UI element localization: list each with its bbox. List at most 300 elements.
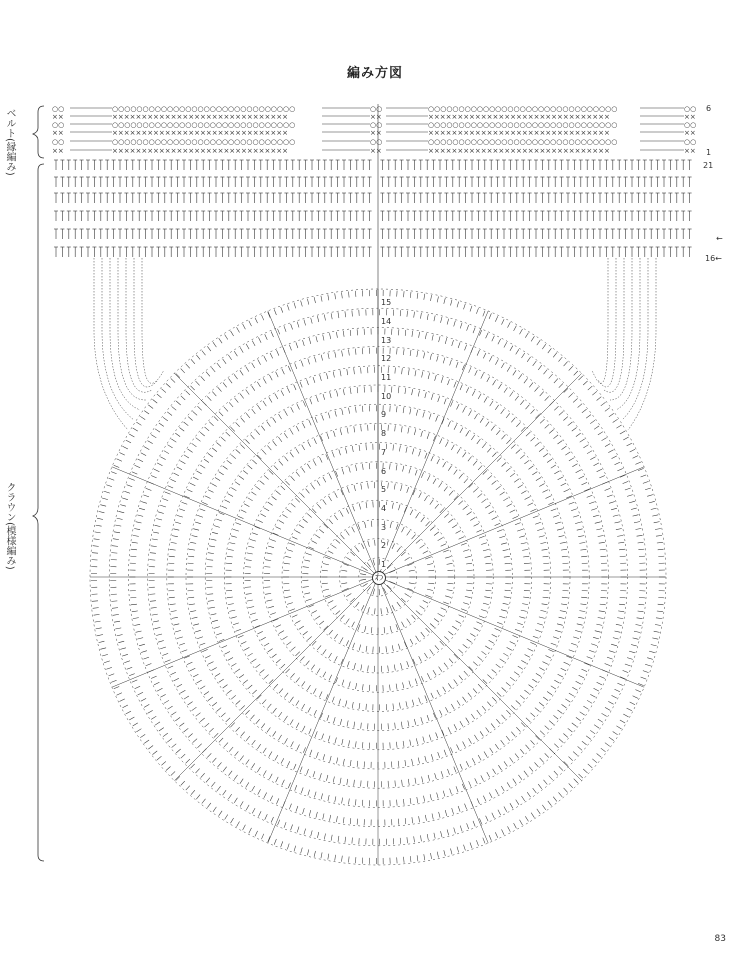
radial-stitch	[518, 666, 523, 669]
radial-stitch	[513, 516, 519, 518]
radial-stitch	[160, 647, 166, 649]
radial-stitch	[306, 489, 310, 494]
radial-stitch	[336, 540, 341, 544]
radial-stitch	[467, 639, 472, 642]
radial-stitch	[425, 696, 427, 702]
radial-stitch	[150, 553, 156, 554]
radial-stitch	[196, 381, 200, 385]
radial-stitch	[134, 624, 140, 625]
radial-stitch	[625, 664, 631, 666]
radial-stitch	[445, 442, 448, 447]
ring-number: 7	[381, 447, 387, 457]
radial-stitch	[270, 796, 273, 801]
radial-stitch	[558, 441, 563, 445]
radial-stitch	[548, 348, 552, 353]
radial-stitch	[506, 682, 511, 686]
radial-stitch	[278, 712, 282, 717]
radial-stitch	[303, 401, 305, 407]
radial-stitch	[631, 645, 637, 647]
radial-stitch	[492, 481, 497, 485]
radial-stitch	[155, 525, 161, 526]
radial-stitch	[572, 723, 577, 727]
radial-stitch	[412, 449, 414, 455]
radial-stitch	[538, 365, 542, 370]
radial-stitch	[302, 681, 305, 686]
radial-stitch	[608, 450, 613, 453]
radial-stitch	[247, 600, 253, 601]
ring-number: 10	[381, 391, 392, 401]
radial-stitch	[484, 556, 490, 557]
radial-stitch	[172, 744, 177, 748]
radial-stitch	[117, 459, 122, 462]
radial-stitch	[249, 321, 252, 326]
radial-stitch	[309, 605, 315, 607]
radial-stitch	[444, 850, 446, 856]
radial-stitch	[227, 460, 232, 464]
radial-stitch	[520, 400, 524, 405]
radial-stitch	[154, 469, 159, 472]
radial-stitch	[170, 604, 176, 605]
radial-stitch	[146, 488, 152, 490]
radial-stitch	[454, 424, 457, 429]
radial-stitch	[271, 332, 273, 338]
radial-stitch	[613, 638, 619, 640]
radial-stitch	[214, 526, 220, 528]
radial-stitch	[223, 767, 227, 772]
radial-stitch	[205, 723, 210, 727]
radial-stitch	[410, 740, 411, 746]
radial-stitch	[524, 690, 529, 694]
radial-stitch	[408, 779, 409, 785]
radial-stitch	[231, 695, 236, 699]
page-number: 83	[714, 934, 726, 944]
radial-stitch	[307, 379, 309, 385]
radial-stitch	[156, 519, 162, 521]
radial-stitch	[323, 649, 327, 654]
radial-stitch	[457, 302, 459, 308]
radial-stitch	[438, 538, 443, 541]
radial-stitch	[261, 834, 263, 839]
radial-stitch	[463, 697, 467, 702]
radial-stitch	[246, 782, 249, 787]
radial-stitch	[263, 378, 266, 383]
radial-stitch	[214, 733, 218, 737]
radial-stitch	[589, 650, 595, 652]
radial-stitch	[291, 324, 293, 330]
radial-stitch	[540, 419, 544, 423]
radial-stitch	[94, 614, 100, 615]
radial-stitch	[342, 469, 344, 475]
radial-stitch	[403, 741, 404, 747]
ring-number: 11	[381, 373, 392, 382]
radial-stitch	[193, 674, 198, 677]
radial-stitch	[533, 516, 539, 518]
radial-stitch	[518, 374, 522, 379]
radial-stitch	[513, 635, 519, 637]
radial-stitch	[536, 478, 541, 481]
radial-stitch	[354, 368, 355, 374]
radial-stitch	[284, 716, 287, 721]
radial-stitch	[316, 396, 318, 402]
radial-stitch	[484, 597, 490, 598]
radial-stitch	[503, 603, 509, 604]
radial-stitch	[605, 444, 610, 447]
radial-stitch	[387, 565, 391, 569]
radial-stitch	[217, 786, 221, 791]
radial-stitch	[164, 451, 169, 454]
radial-stitch	[617, 618, 623, 619]
radial-stitch	[444, 750, 446, 756]
radial-stitch	[437, 793, 439, 799]
radial-stitch	[337, 391, 338, 397]
radial-stitch	[497, 530, 503, 532]
radial-stitch	[522, 796, 525, 801]
radial-stitch	[363, 567, 368, 570]
radial-stitch	[349, 467, 351, 473]
radial-stitch	[409, 570, 415, 571]
radial-stitch	[303, 631, 308, 635]
increase-spoke	[378, 311, 488, 577]
radial-stitch	[169, 556, 175, 557]
radial-stitch	[123, 705, 128, 708]
radial-stitch	[229, 747, 233, 752]
increase-spoke	[378, 577, 582, 781]
radial-stitch	[443, 462, 446, 467]
radial-stitch	[301, 301, 303, 307]
radial-stitch	[459, 675, 463, 680]
radial-stitch	[533, 361, 537, 366]
stitch-marks: ○○○○○○○○○○○○○○○○○○○○○○○○○○○○○○	[112, 138, 296, 146]
radial-stitch	[387, 607, 389, 613]
radial-stitch	[651, 645, 657, 646]
radial-stitch	[524, 590, 530, 591]
radial-stitch	[525, 333, 528, 338]
radial-stitch	[200, 509, 206, 511]
radial-stitch	[195, 630, 201, 632]
radial-stitch	[263, 748, 266, 753]
ring-number: 1	[381, 560, 387, 569]
radial-stitch	[212, 392, 216, 397]
radial-stitch	[323, 814, 324, 820]
radial-stitch	[265, 334, 268, 340]
radial-stitch	[516, 701, 521, 705]
radial-stitch	[412, 759, 413, 765]
radial-stitch	[165, 492, 171, 494]
radial-stitch	[539, 702, 544, 706]
radial-stitch	[511, 444, 515, 448]
radial-stitch	[353, 506, 355, 512]
radial-stitch	[202, 351, 206, 356]
radial-stitch	[196, 713, 201, 717]
radial-stitch	[136, 522, 142, 523]
radial-stitch	[113, 539, 119, 540]
radial-stitch	[240, 394, 244, 399]
radial-stitch	[576, 470, 581, 473]
radial-stitch	[529, 685, 534, 689]
radial-stitch	[166, 767, 171, 771]
radial-stitch	[440, 439, 443, 444]
radial-stitch	[297, 322, 299, 328]
radial-stitch	[467, 823, 469, 829]
radial-stitch	[554, 379, 558, 384]
radial-stitch	[359, 445, 360, 451]
radial-stitch	[153, 399, 158, 403]
radial-stitch	[448, 727, 451, 732]
radial-stitch	[257, 631, 262, 634]
radial-stitch	[311, 318, 313, 324]
radial-stitch	[478, 394, 481, 399]
radial-stitch	[308, 707, 311, 712]
belt-row	[52, 138, 696, 146]
radial-stitch	[574, 779, 578, 783]
radial-stitch	[525, 816, 528, 821]
radial-stitch	[346, 530, 350, 535]
radial-stitch	[329, 630, 333, 635]
radial-stitch	[427, 433, 429, 439]
radial-stitch	[389, 570, 395, 572]
radial-stitch	[478, 684, 482, 688]
radial-stitch	[454, 767, 456, 773]
radial-stitch	[375, 540, 376, 546]
radial-stitch	[335, 293, 336, 299]
radial-stitch	[461, 609, 467, 611]
radial-stitch	[421, 835, 422, 841]
radial-stitch	[575, 630, 581, 632]
radial-stitch	[119, 699, 124, 702]
radial-stitch	[202, 502, 208, 504]
radial-stitch	[139, 508, 145, 510]
radial-stitch	[252, 363, 255, 368]
radial-stitch	[349, 350, 350, 356]
radial-stitch	[602, 438, 607, 441]
radial-stitch	[558, 674, 563, 677]
radial-stitch	[371, 627, 372, 633]
radial-stitch	[576, 433, 581, 437]
radial-stitch	[190, 668, 195, 671]
radial-stitch	[502, 463, 507, 467]
radial-stitch	[328, 413, 330, 419]
radial-stitch	[474, 628, 479, 631]
radial-stitch	[231, 663, 236, 666]
radial-stitch	[421, 676, 423, 682]
radial-stitch	[192, 443, 197, 447]
radial-stitch	[231, 723, 235, 727]
radial-stitch	[524, 563, 530, 564]
radial-stitch	[492, 517, 497, 520]
radial-stitch	[572, 687, 577, 690]
radial-stitch	[617, 683, 622, 685]
radial-stitch	[551, 643, 557, 645]
radial-stitch	[331, 545, 336, 549]
radial-stitch	[180, 690, 185, 693]
radial-stitch	[421, 717, 423, 723]
radial-stitch	[264, 643, 269, 646]
radial-stitch	[424, 352, 425, 358]
radial-stitch	[281, 758, 284, 763]
radial-stitch	[587, 495, 593, 497]
radial-stitch	[223, 466, 228, 470]
radial-stitch	[618, 542, 624, 543]
radial-stitch	[159, 423, 164, 426]
radial-stitch	[522, 549, 528, 550]
radial-stitch	[540, 758, 544, 763]
crown-straight-row	[54, 229, 692, 239]
radial-stitch	[347, 369, 348, 375]
radial-stitch	[414, 429, 416, 435]
radial-stitch	[233, 529, 239, 531]
radial-stitch	[177, 637, 183, 639]
radial-stitch	[404, 507, 406, 513]
radial-stitch	[445, 596, 451, 598]
radial-stitch	[291, 825, 293, 831]
radial-stitch	[191, 764, 195, 768]
radial-stitch	[510, 642, 515, 645]
radial-stitch	[117, 635, 123, 636]
radial-stitch	[441, 544, 446, 547]
radial-stitch	[296, 723, 299, 728]
radial-stitch	[342, 409, 343, 415]
crown-row-16-label: 16←	[705, 254, 722, 263]
radial-stitch	[492, 670, 497, 674]
radial-stitch	[247, 553, 253, 554]
radial-stitch	[315, 731, 317, 737]
radial-stitch	[559, 766, 563, 770]
radial-stitch	[412, 700, 414, 706]
radial-stitch	[443, 791, 445, 797]
radial-stitch	[312, 509, 316, 513]
radial-stitch	[207, 594, 213, 595]
radial-stitch	[577, 624, 583, 625]
radial-stitch	[412, 615, 416, 620]
radial-stitch	[92, 553, 98, 554]
radial-stitch	[522, 604, 528, 605]
radial-stitch	[111, 680, 117, 682]
radial-stitch	[410, 639, 413, 644]
radial-stitch	[361, 425, 362, 431]
ring-number: 13	[381, 335, 392, 345]
radial-stitch	[269, 774, 272, 779]
radial-stitch	[208, 453, 213, 457]
radial-stitch	[274, 839, 276, 845]
radial-stitch	[466, 590, 472, 591]
radial-stitch	[620, 431, 625, 434]
radial-stitch	[287, 844, 289, 850]
radial-stitch	[525, 655, 530, 658]
radial-stitch	[205, 496, 210, 499]
radial-stitch	[595, 522, 601, 524]
radial-stitch	[412, 389, 413, 395]
radial-stitch	[601, 748, 606, 752]
radial-stitch	[245, 440, 249, 444]
radial-stitch	[503, 653, 508, 656]
radial-stitch	[581, 597, 587, 598]
radial-stitch	[149, 594, 155, 595]
radial-stitch	[584, 489, 590, 491]
radial-stitch	[612, 695, 617, 698]
radial-stitch	[131, 549, 137, 550]
radial-stitch	[441, 317, 443, 323]
radial-stitch	[307, 769, 309, 775]
radial-stitch	[410, 408, 411, 414]
radial-stitch	[93, 546, 99, 547]
radial-stitch	[168, 666, 174, 668]
radial-stitch	[286, 642, 291, 646]
radial-stitch	[252, 460, 256, 464]
radial-stitch	[302, 468, 305, 473]
radial-stitch	[510, 473, 515, 477]
radial-stitch	[252, 808, 255, 813]
radial-stitch	[594, 725, 599, 728]
radial-stitch	[447, 563, 453, 564]
radial-stitch	[340, 719, 342, 725]
radial-stitch	[331, 313, 332, 319]
radial-stitch	[416, 636, 419, 641]
radial-stitch	[527, 792, 530, 797]
radial-stitch	[294, 764, 296, 770]
belt-bracket	[33, 106, 44, 158]
radial-stitch	[562, 704, 567, 708]
radial-stitch	[482, 706, 486, 711]
radial-stitch	[132, 611, 138, 612]
radial-stitch	[335, 796, 336, 802]
radial-stitch	[419, 816, 420, 822]
radial-stitch	[504, 342, 507, 347]
radial-stitch	[109, 478, 115, 480]
radial-stitch	[530, 642, 536, 644]
radial-stitch	[499, 536, 505, 538]
radial-stitch	[657, 542, 663, 543]
radial-stitch	[235, 751, 239, 756]
radial-stitch	[469, 367, 471, 373]
radial-stitch	[231, 617, 237, 619]
radial-stitch	[347, 487, 349, 493]
radial-stitch	[274, 309, 276, 315]
radial-stitch	[176, 401, 181, 405]
radial-stitch	[273, 619, 279, 621]
radial-stitch	[397, 348, 398, 354]
radial-stitch	[460, 826, 462, 832]
radial-stitch	[429, 414, 431, 420]
radial-stitch	[236, 422, 240, 426]
radial-stitch	[200, 432, 205, 436]
radial-stitch	[144, 740, 149, 743]
radial-stitch	[438, 613, 443, 616]
belt-row	[52, 147, 696, 155]
radial-stitch	[180, 461, 185, 464]
radial-stitch	[593, 637, 599, 639]
radial-stitch	[629, 501, 635, 503]
radial-stitch	[497, 622, 503, 624]
radial-stitch	[531, 713, 536, 717]
radial-stitch	[205, 427, 210, 431]
radial-stitch	[431, 853, 432, 859]
radial-stitch	[355, 741, 356, 747]
stitch-marks: ○○	[52, 121, 65, 129]
radial-stitch	[271, 817, 273, 823]
radial-stitch	[601, 556, 607, 557]
radial-stitch	[200, 465, 205, 468]
radial-stitch	[528, 503, 533, 506]
radial-stitch	[333, 372, 334, 378]
radial-stitch	[279, 414, 282, 419]
radial-stitch	[529, 383, 533, 388]
radial-stitch	[295, 652, 299, 656]
radial-stitch	[375, 608, 376, 614]
radial-stitch	[328, 854, 329, 860]
radial-stitch	[362, 742, 363, 748]
radial-stitch	[328, 551, 333, 554]
radial-stitch	[498, 765, 501, 770]
